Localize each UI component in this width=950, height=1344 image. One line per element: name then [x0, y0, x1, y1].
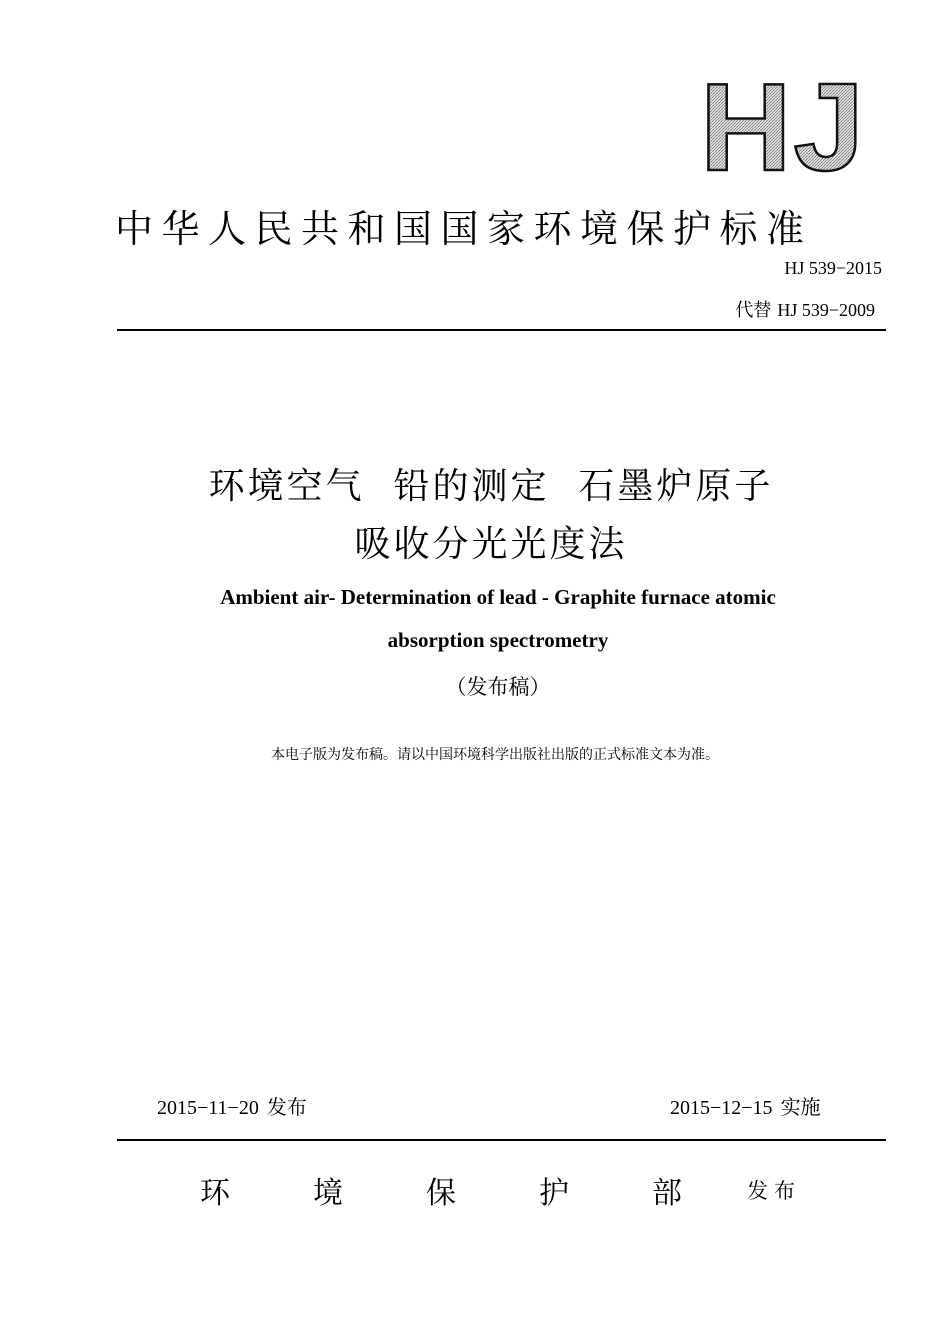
national-standard-title: 中华人民共和国国家环境保护标准	[115, 207, 813, 251]
issuer-char: 境	[313, 1176, 343, 1211]
top-divider	[117, 329, 886, 331]
issue-date: 2015−11−20	[157, 1097, 259, 1119]
implementation-date-line	[670, 1091, 821, 1120]
issuer-char: 护	[539, 1176, 569, 1211]
standard-number: HJ 539−2015	[784, 258, 882, 278]
hj-logo	[700, 80, 870, 175]
replaces-number: HJ 539−2009	[777, 300, 875, 320]
replaces-line	[735, 296, 875, 322]
issuer-char: 环	[200, 1176, 230, 1211]
bottom-divider	[117, 1139, 886, 1141]
issuer-suffix: 发布	[747, 1179, 801, 1203]
draft-status: （发布稿）	[445, 675, 551, 699]
title-en-line2: absorption spectrometry	[387, 628, 609, 652]
implementation-date: 2015−12−15	[670, 1097, 773, 1119]
issue-date-line	[157, 1091, 307, 1120]
issue-label: 发布	[266, 1095, 307, 1119]
title-cn-line1: 环境空气 铅的测定 石墨炉原子	[208, 466, 774, 507]
edition-notice: 本电子版为发布稿。请以中国环境科学出版社出版的正式标准文本为准。	[271, 747, 719, 763]
replaces-label: 代替	[735, 300, 772, 321]
issuer-char: 部	[652, 1176, 682, 1211]
issuer-name	[200, 1168, 765, 1212]
issuer-char: 保	[426, 1176, 456, 1211]
logo-text: HJ	[700, 80, 866, 175]
implementation-label: 实施	[780, 1095, 821, 1119]
title-en-line1: Ambient air- Determination of lead - Graphite furnace atomic	[220, 585, 776, 609]
title-cn-line2: 吸收分光光度法	[354, 524, 628, 565]
